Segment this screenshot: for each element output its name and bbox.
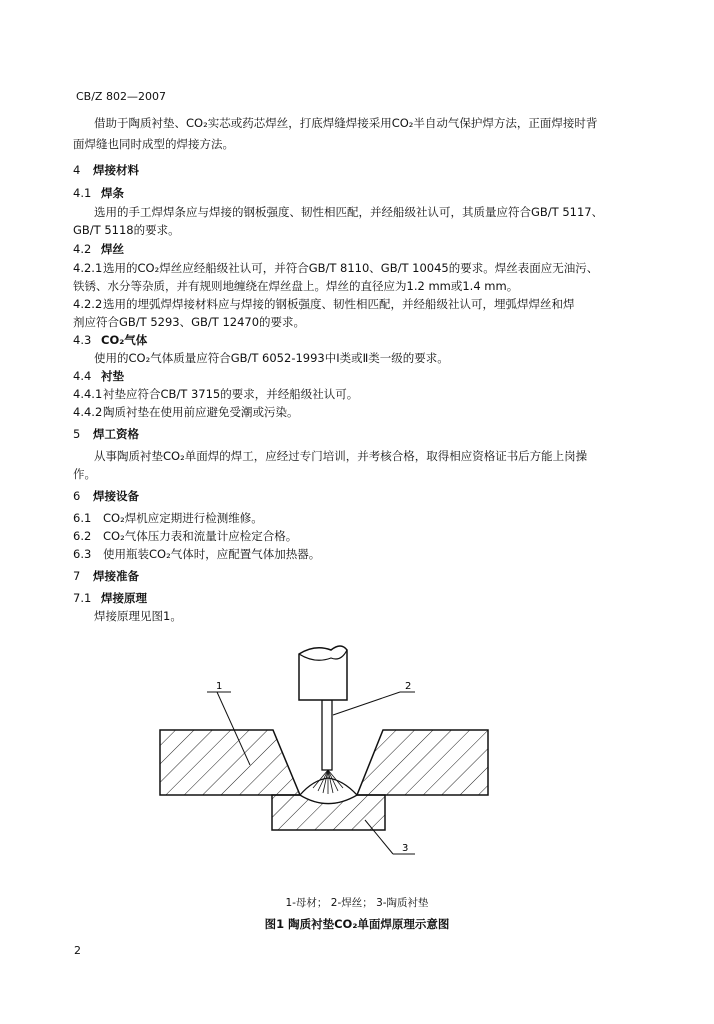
section-4-3-heading — [73, 333, 147, 347]
section-number: 7 — [73, 569, 81, 583]
label-1: 1 — [216, 681, 223, 692]
section-title: 焊丝 — [101, 242, 124, 256]
section-number: 4.4 — [73, 369, 92, 383]
item-text: CO₂气体压力表和流量计应检定合格。 — [103, 529, 298, 543]
section-title: 焊条 — [101, 186, 124, 200]
page-number: 2 — [74, 944, 81, 957]
item-number: 6.1 — [73, 511, 92, 525]
item-text: 衬垫应符合CB/T 3715的要求，并经船级社认可。 — [103, 387, 359, 401]
item-number: 4.2.1 — [73, 261, 103, 275]
item-text: 选用的CO₂焊丝应经船级社认可，并符合GB/T 8110、GB/T 10045的要求。焊丝表面应无油污、 — [103, 261, 599, 275]
section-7-1-heading — [73, 591, 147, 605]
item-number: 6.2 — [73, 529, 92, 543]
section-4-4-1 — [73, 387, 358, 401]
section-4-2-2-line-2: 剂应符合GB/T 5293、GB/T 12470的要求。 — [73, 315, 306, 329]
section-4-4-heading — [73, 369, 124, 383]
section-title: 焊工资格 — [93, 427, 139, 441]
section-5-line-2: 作。 — [73, 467, 96, 481]
section-4-2-2-line-1 — [73, 297, 575, 311]
item-number: 4.2.2 — [73, 297, 103, 311]
section-4-1-line-2: GB/T 5118的要求。 — [73, 223, 180, 237]
item-number: 4.4.1 — [73, 387, 103, 401]
section-4-3-text: 使用的CO₂气体质量应符合GB/T 6052-1993中Ⅰ类或Ⅱ类一级的要求。 — [94, 351, 449, 365]
section-6-1 — [73, 511, 263, 525]
section-title: 焊接准备 — [93, 569, 139, 583]
weld-pool — [300, 778, 357, 804]
welding-wire — [322, 700, 332, 770]
section-4-2-1-line-1 — [73, 261, 598, 275]
section-number: 5 — [73, 427, 81, 441]
intro-line-1: 借助于陶质衬垫、CO₂实芯或药芯焊丝，打底焊缝焊接采用CO₂半自动气保护焊方法，正面焊接时背 — [94, 116, 598, 130]
section-5-heading — [73, 427, 139, 441]
base-metal-left — [160, 730, 300, 795]
section-6-heading — [73, 489, 139, 503]
label-3: 3 — [402, 843, 409, 854]
section-title: CO₂气体 — [101, 333, 148, 347]
section-6-3 — [73, 547, 320, 561]
item-number: 6.3 — [73, 547, 92, 561]
section-5-line-1: 从事陶质衬垫CO₂单面焊的焊工，应经过专门培训，并考核合格，取得相应资格证书后方能上岗操 — [94, 449, 588, 463]
welding-principle-diagram — [155, 640, 495, 870]
item-text: 选用的埋弧焊焊接材料应与焊接的钢板强度、韧性相匹配，并经船级社认可，埋弧焊焊丝和焊 — [103, 297, 575, 311]
section-title: 衬垫 — [101, 369, 124, 383]
section-number: 6 — [73, 489, 81, 503]
section-4-1-heading — [73, 186, 124, 200]
section-number: 4.3 — [73, 333, 92, 347]
section-4-2-heading — [73, 242, 124, 256]
base-metal-right — [357, 730, 488, 795]
item-text: CO₂焊机应定期进行检测维修。 — [103, 511, 263, 525]
section-6-2 — [73, 529, 297, 543]
section-number: 4.2 — [73, 242, 92, 256]
section-7-heading — [73, 569, 139, 583]
label-2: 2 — [405, 681, 412, 692]
intro-line-2: 面焊缝也同时成型的焊接方法。 — [73, 137, 234, 151]
section-4-1-line-1: 选用的手工焊焊条应与焊接的钢板强度、韧性相匹配，并经船级社认可，其质量应符合GB/T 5117、 — [94, 205, 604, 219]
section-number: 7.1 — [73, 591, 92, 605]
welding-torch — [299, 646, 347, 700]
standard-code: CB/Z 802—2007 — [76, 90, 166, 103]
section-number: 4.1 — [73, 186, 92, 200]
figure-legend: 1-母材； 2-焊丝； 3-陶质衬垫 — [285, 897, 429, 909]
item-text: 使用瓶装CO₂气体时，应配置气体加热器。 — [103, 547, 321, 561]
item-number: 4.4.2 — [73, 405, 103, 419]
section-title: 焊接原理 — [101, 591, 147, 605]
section-title: 焊接材料 — [93, 163, 139, 177]
section-number: 4 — [73, 163, 81, 177]
section-4-2-1-line-2: 铁锈、水分等杂质，并有规则地缠绕在焊丝盘上。焊丝的直径应为1.2 mm或1.4 mm。 — [73, 279, 519, 293]
section-title: 焊接设备 — [93, 489, 139, 503]
section-4-heading — [73, 163, 139, 177]
section-4-4-2 — [73, 405, 299, 419]
figure-title: 图1 陶质衬垫CO₂单面焊原理示意图 — [264, 917, 450, 931]
item-text: 陶质衬垫在使用前应避免受潮或污染。 — [103, 405, 299, 419]
section-7-1-text: 焊接原理见图1。 — [94, 609, 182, 623]
